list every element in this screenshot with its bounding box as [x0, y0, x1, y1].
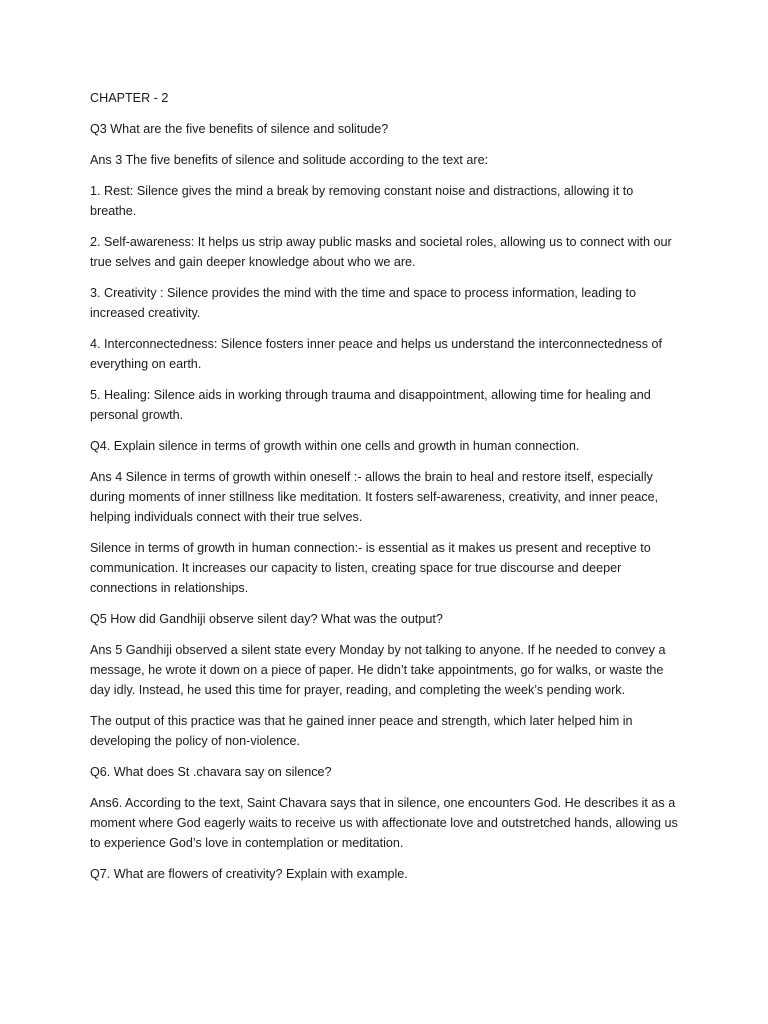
answer-5-output: The output of this practice was that he gained inner peace and strength, which later helped him in developing the policy of non-violence. [90, 714, 633, 748]
benefit-rest: 1. Rest: Silence gives the mind a break by removing constant noise and distractions, allowing it to breathe. [90, 184, 634, 218]
answer-6: Ans6. According to the text, Saint Chavara says that in silence, one encounters God. He describes it as a moment where God eagerly waits to receive us with affectionate love and outstretched hands, allowing us to experience God’s love in contemplation or meditation. [90, 796, 678, 850]
answer-4-oneself: Ans 4 Silence in terms of growth within oneself :- allows the brain to heal and restore itself, especially during moments of inner stillness like meditation. It fosters self-awareness, creativity, and inner peace, helping individuals connect with their true selves. [90, 470, 659, 524]
question-4: Q4. Explain silence in terms of growth within one cells and growth in human connection. [90, 439, 580, 453]
answer-3-intro: Ans 3 The five benefits of silence and solitude according to the text are: [90, 153, 489, 167]
answer-5: Ans 5 Gandhiji observed a silent state every Monday by not talking to anyone. If he needed to convey a message, he wrote it down on a piece of paper. He didn’t take appointments, go for walks, or waste the day idly. Instead, he used this time for prayer, reading, and completing the week’s pending work. [90, 643, 666, 697]
benefit-self-awareness: 2. Self-awareness: It helps us strip away public masks and societal roles, allowing us to connect with our true selves and gain deeper knowledge about who we are. [90, 235, 672, 269]
question-7: Q7. What are flowers of creativity? Explain with example. [90, 867, 408, 881]
question-6: Q6. What does St .chavara say on silence? [90, 765, 332, 779]
question-3: Q3 What are the five benefits of silence and solitude? [90, 122, 389, 136]
chapter-heading: CHAPTER - 2 [90, 91, 169, 105]
benefit-interconnectedness: 4. Interconnectedness: Silence fosters inner peace and helps us understand the interconnectedness of everything on earth. [90, 337, 662, 371]
question-5: Q5 How did Gandhiji observe silent day? What was the output? [90, 612, 443, 626]
benefit-healing: 5. Healing: Silence aids in working through trauma and disappointment, allowing time for healing and personal growth. [90, 388, 651, 422]
benefit-creativity: 3. Creativity : Silence provides the mind with the time and space to process information, leading to increased creativity. [90, 286, 637, 320]
answer-4-human-connection: Silence in terms of growth in human connection:- is essential as it makes us present and receptive to communication. It increases our capacity to listen, creating space for true discourse and deeper connections in relationships. [90, 541, 651, 595]
document-page [90, 88, 680, 895]
